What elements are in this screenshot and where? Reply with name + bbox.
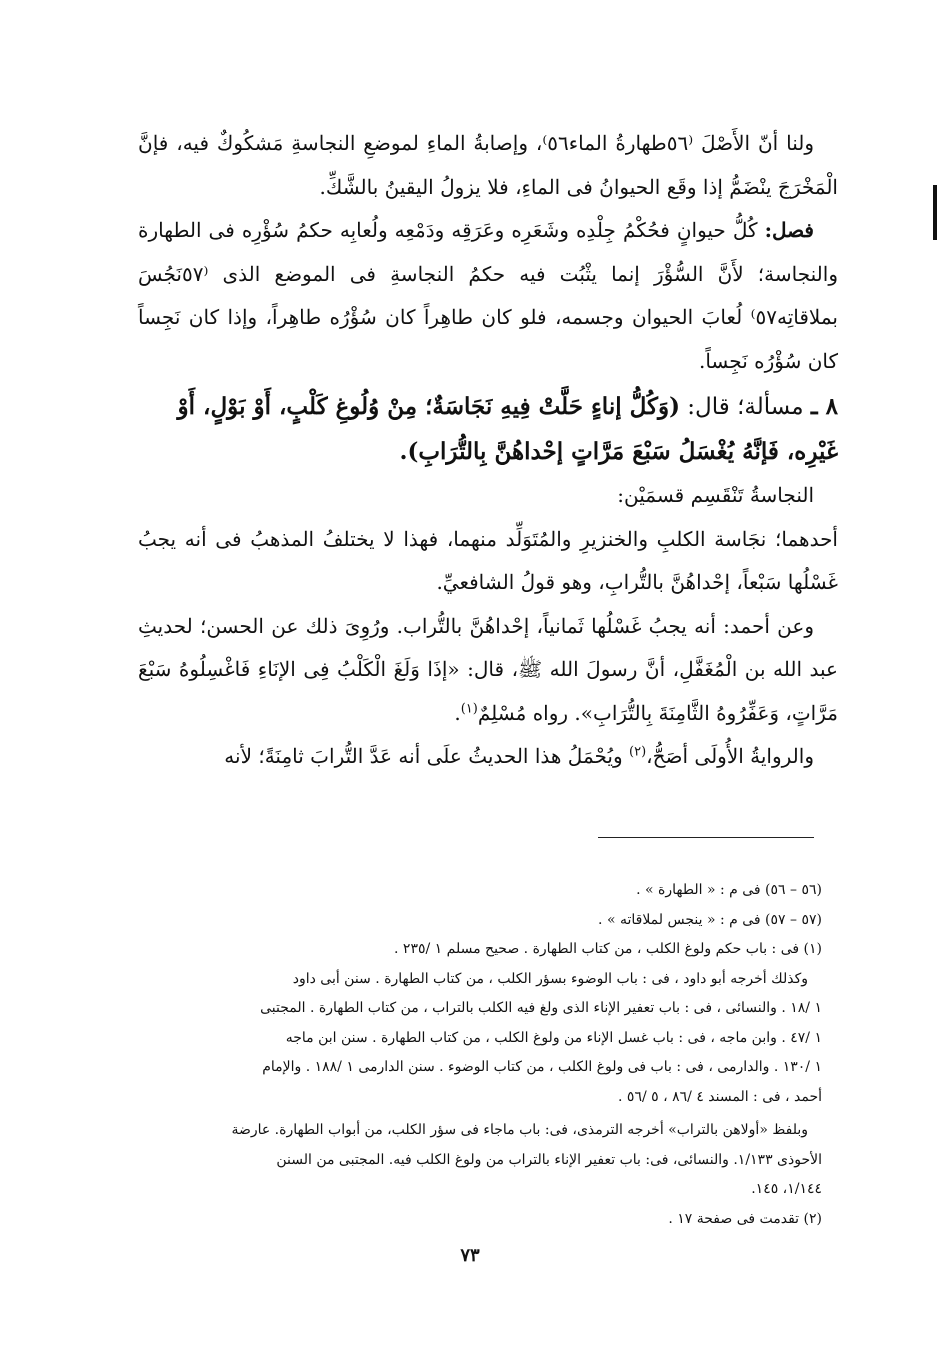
footnote-1-line: أحمد ، فى : المسند ٤ /٨٦ ، ٥ /٥٦ . — [618, 1088, 822, 1105]
footnote-56: (٥٦ – ٥٦) فى م : « الطهارة » . — [636, 882, 822, 898]
masala-quote: (وَكُلُّ إناءٍ حَلَّتْ فِيهِ نَجَاسَةٌ؛ مِنْ وُلُوغِ كَلْبٍ، أَوْ بَوْلٍ، أَوْ غَيْرِه، فَإنَّهُ يُغْسَلُ سَبْعَ مَرَّاتٍ إحْداهُنَّ بِالتُّرَابِ). — [177, 393, 838, 465]
masala-number: ٨ ـ — [810, 393, 838, 420]
footnote-1-extra — [138, 1116, 822, 1205]
footnote-1-extra-line: الأحوذى ١/١٣٣. والنسائى، فى: باب تعفير الإناء بالتراب من ولوغ الكلب فيه. المجتبى من السنن — [276, 1151, 822, 1168]
paragraph-fasl — [138, 209, 838, 383]
footnote-ref-1: (١) — [460, 700, 478, 716]
footnote-1-continuation — [138, 965, 822, 1113]
paragraph-intro-text: النجاسةُ تَنْقَسِم قسمَيْن: — [617, 483, 814, 507]
paragraph-ahmad-end: . — [454, 700, 461, 725]
paragraph-first-kind — [138, 518, 838, 605]
footnote-1-extra-line: ١/١٤٤، ١٤٥. — [751, 1181, 822, 1197]
page-edge-mark — [933, 185, 937, 240]
footnote-57: (٥٧ – ٥٧) فى م : « ينجس لملاقاته » . — [598, 911, 822, 928]
paragraph-first-kind-text: أحدهما؛ نجَاسة الكلبِ والخنزيرِ والمُتَوَلِّد منهما، فهذا لا يختلفُ المذهبُ فى أنه يجبُ غَسْلُها سَبْعاً، إحْداهُنَّ بالتُّرابِ، وهو قولُ الشافعيِّ. — [138, 526, 838, 594]
paragraph-ahmad — [138, 605, 838, 736]
paragraph-riwaya — [138, 735, 838, 779]
fasl-text: كُلُّ حيوانٍ فحُكْمُ جِلْدِه وشَعَرِه وعَرَقِه ودَمْعِه ولُعابِه حكمُ سُؤْرِه فى الطهارة والنجاسة؛ لأَنَّ السُّؤْرَ إنما يثْبُت فيه حكمُ النجاسةِ فى الموضع الذى ⁽٥٧نَجُسَ بملاقاتِه٥٧⁾ لُعابَ الحيوان وجسمه، فلو كان طاهِراً كان سُؤْرُه طاهِراً، وإذا كان نَجِساً كان سُؤْرُه نَجِساً. — [138, 218, 838, 373]
paragraph-riwaya-text: والروايةُ الأُولَى أصَحُّ، — [646, 744, 814, 768]
footnote-1-extra-line: وبلفظ «أولاهن بالتراب» أخرجه الترمذى، فى: باب ماجاء فى سؤر الكلب، من أبواب الطهارة. عارضة — [231, 1122, 808, 1138]
footnote-1-line: وكذلك أخرجه أبو داود ، فى : باب الوضوء بسؤر الكلب ، من كتاب الطهارة . سنن أبى داود — [292, 970, 808, 987]
footnote-1: (١) فى : باب حكم ولوغ الكلب ، من كتاب الطهارة . صحيح مسلم ١ /٢٣٥ . — [394, 941, 822, 957]
masala-label: مسألة؛ قال: — [687, 394, 804, 420]
footnote-separator — [598, 837, 814, 838]
page-number: ٧٣ — [460, 1245, 480, 1266]
footnotes — [138, 876, 822, 1234]
fasl-heading: فصل: — [764, 218, 814, 242]
paragraph-ahmad-text: وعن أحمد: أنه يجبُ غَسْلُها ثَمانياً، إحْداهُنَّ بالتُّراب. ورُوِىَ ذلك عن الحسن؛ لحديثِ عبد الله بن الْمُغَفَّلِ، أنَّ رسولَ الله ﷺ، قال: «إذَا وَلَغَ الْكَلْبُ فِى الإنَاءِ فَاغْسِلُوهُ سَبْعَ مَرَّاتٍ، وَعَفِّرُوهُ الثَّامِنَةَ بِالتُّرَابِ». رواه مُسْلِمٌ — [138, 613, 838, 725]
footnote-1-line: ١ /٤٧ . وابن ماجه ، فى : باب غسل الإناء من ولوغ الكلب ، من كتاب الطهارة . سنن ابن ماجه — [285, 1029, 822, 1046]
paragraph-origin-purity-text: ولنا أنّ الأَصْلَ ⁽٥٦طهارةُ الماء٥٦⁾، وإصابةُ الماءِ لموضعِ النجاسةِ مَشكُوكٌ فيه، فإنَّ الْمَخْرَجَ ينْضَمُّ إذا وقَع الحيوانُ فى الماءِ، فلا يزولُ اليقينُ بالشَّكِّ. — [138, 131, 838, 199]
footnote-2: (٢) تقدمت فى صفحة ١٧ . — [668, 1210, 822, 1227]
main-text — [138, 122, 838, 779]
paragraph-riwaya-rest: ويُحْمَلُ هذا الحديثُ علَى أنه عَدَّ التُّرابَ ثامِنَةً؛ لأنه — [224, 744, 623, 768]
footnote-ref-2: (٢) — [629, 744, 647, 760]
paragraph-origin-purity — [138, 122, 838, 209]
masala-8 — [138, 385, 838, 474]
footnote-1-line: ١ /١٣٠ . والدارمى ، فى : باب فى ولوغ الكلب ، من كتاب الوضوء . سنن الدارمى ١ /١٨٨ . والإمام — [262, 1059, 822, 1075]
footnote-1-line: ١ /١٨ . والنسائى ، فى : باب تعفير الإناء الذى ولغ فيه الكلب بالتراب ، من كتاب الطهارة . المجتبى — [260, 1000, 822, 1016]
paragraph-intro — [138, 474, 838, 518]
